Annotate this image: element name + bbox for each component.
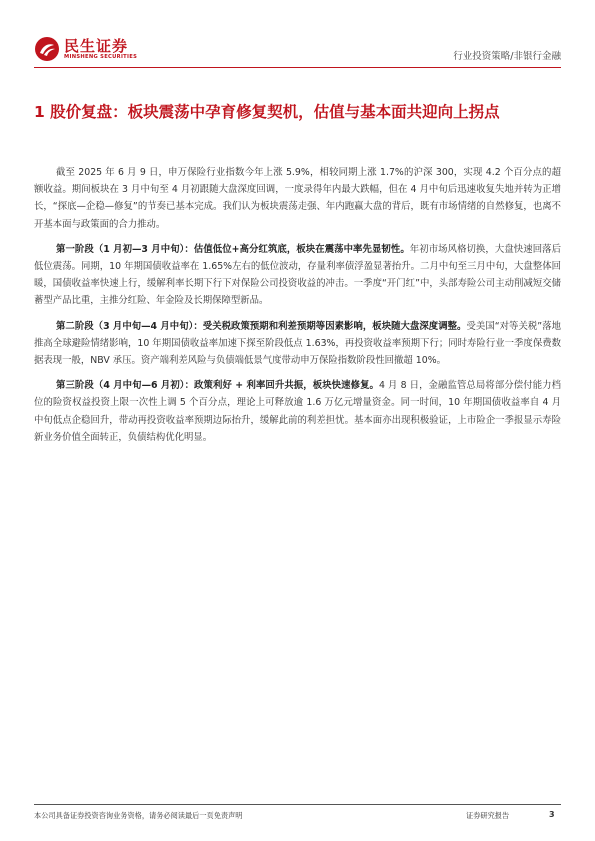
minsheng-logo-icon — [34, 36, 60, 62]
paragraph-text: 4 月 8 日，金融监管总局将部分偿付能力档位的险资权益投资上限一次性上调 5 个百分点，理论上可释放逾 1.6 万亿元增量资金。同一时间，10 年期国债收益率自 4 月中旬低点企稳回升，带动再投资收益率预期边际抬升，缓解此前的利差担忧。基本面亦出现积极验证，上市险企一季报显示寿险新业务价值全面转正，负债结构优化明显。 — [34, 380, 562, 443]
paragraph-text: 受美国“对等关税”落地推高全球避险情绪影响，10 年期国债收益率加速下探至阶段低点 1.63%，再投资收益率预期下行；同时寿险行业一季度保费数据表现一般，NBV 承压。资产端利差风险与负债端低景气度带动申万保险指数阶段性回撤超 10%。 — [34, 320, 562, 367]
paragraph-stage-3 — [34, 377, 561, 446]
paragraph-intro — [34, 164, 561, 233]
footer-disclaimer: 本公司具备证券投资咨询业务资格，请务必阅读最后一页免责声明 — [34, 811, 243, 820]
paragraph-lead: 第三阶段（4 月中旬—6 月初）：政策利好 + 利率回升共振，板块快速修复。 — [56, 380, 380, 392]
company-logo — [34, 34, 164, 66]
header-divider — [34, 67, 561, 68]
paragraph-stage-1 — [34, 241, 561, 310]
body-text — [34, 164, 561, 454]
logo-english-name: MINSHENG SECURITIES — [64, 54, 138, 60]
footer-divider — [34, 804, 561, 805]
page-number: 3 — [549, 810, 555, 819]
paragraph-text: 年初市场风格切换，大盘快速回落后低位震荡。同期，10 年期国债收益率在 1.65%左右的低位波动，存量利率债浮盈显著抬升。二月中旬至三月中旬，大盘整体回暖，国债收益率快速上行，缓解利率长期下行下对保险公司投资收益的冲击。一季度“开门红”中，头部寿险公司主动削减短交储蓄型产品比重，主推分红险、年金险及长期保障型新品。 — [34, 243, 561, 307]
page-header — [34, 34, 561, 66]
paragraph-lead: 第二阶段（3 月中旬—4 月中旬）：受关税政策预期和利差预期等因素影响，板块随大盘深度调整。 — [56, 320, 467, 332]
footer-report-type: 证券研究报告 — [466, 811, 510, 820]
paragraph-stage-2 — [34, 318, 561, 370]
paragraph-text: 截至 2025 年 6 月 9 日，申万保险行业指数今年上涨 5.9%，相较同期上涨 1.7%的沪深 300，实现 4.2 个百分点的超额收益。期间板块在 3 月中旬至 4 月初跟随大盘深度回调，一度录得年内最大跌幅，但在 4 月中旬后迅速收复失地并转为正增长，“探底—企稳—修复”的节奏已基本完成。我们认为板块震荡走强、年内跑赢大盘的背后，既有市场情绪的自然修复，也离不开基本面与政策面的合力推动。 — [34, 167, 561, 230]
logo-chinese-name: 民生证券 — [64, 37, 129, 55]
paragraph-lead: 第一阶段（1 月初—3 月中旬）：估值低位+高分红筑底，板块在震荡中率先显韧性。 — [56, 243, 410, 255]
report-category: 行业投资策略/非银行金融 — [453, 51, 561, 62]
section-title: 1 股价复盘：板块震荡中孕育修复契机，估值与基本面共迎向上拐点 — [34, 103, 500, 121]
